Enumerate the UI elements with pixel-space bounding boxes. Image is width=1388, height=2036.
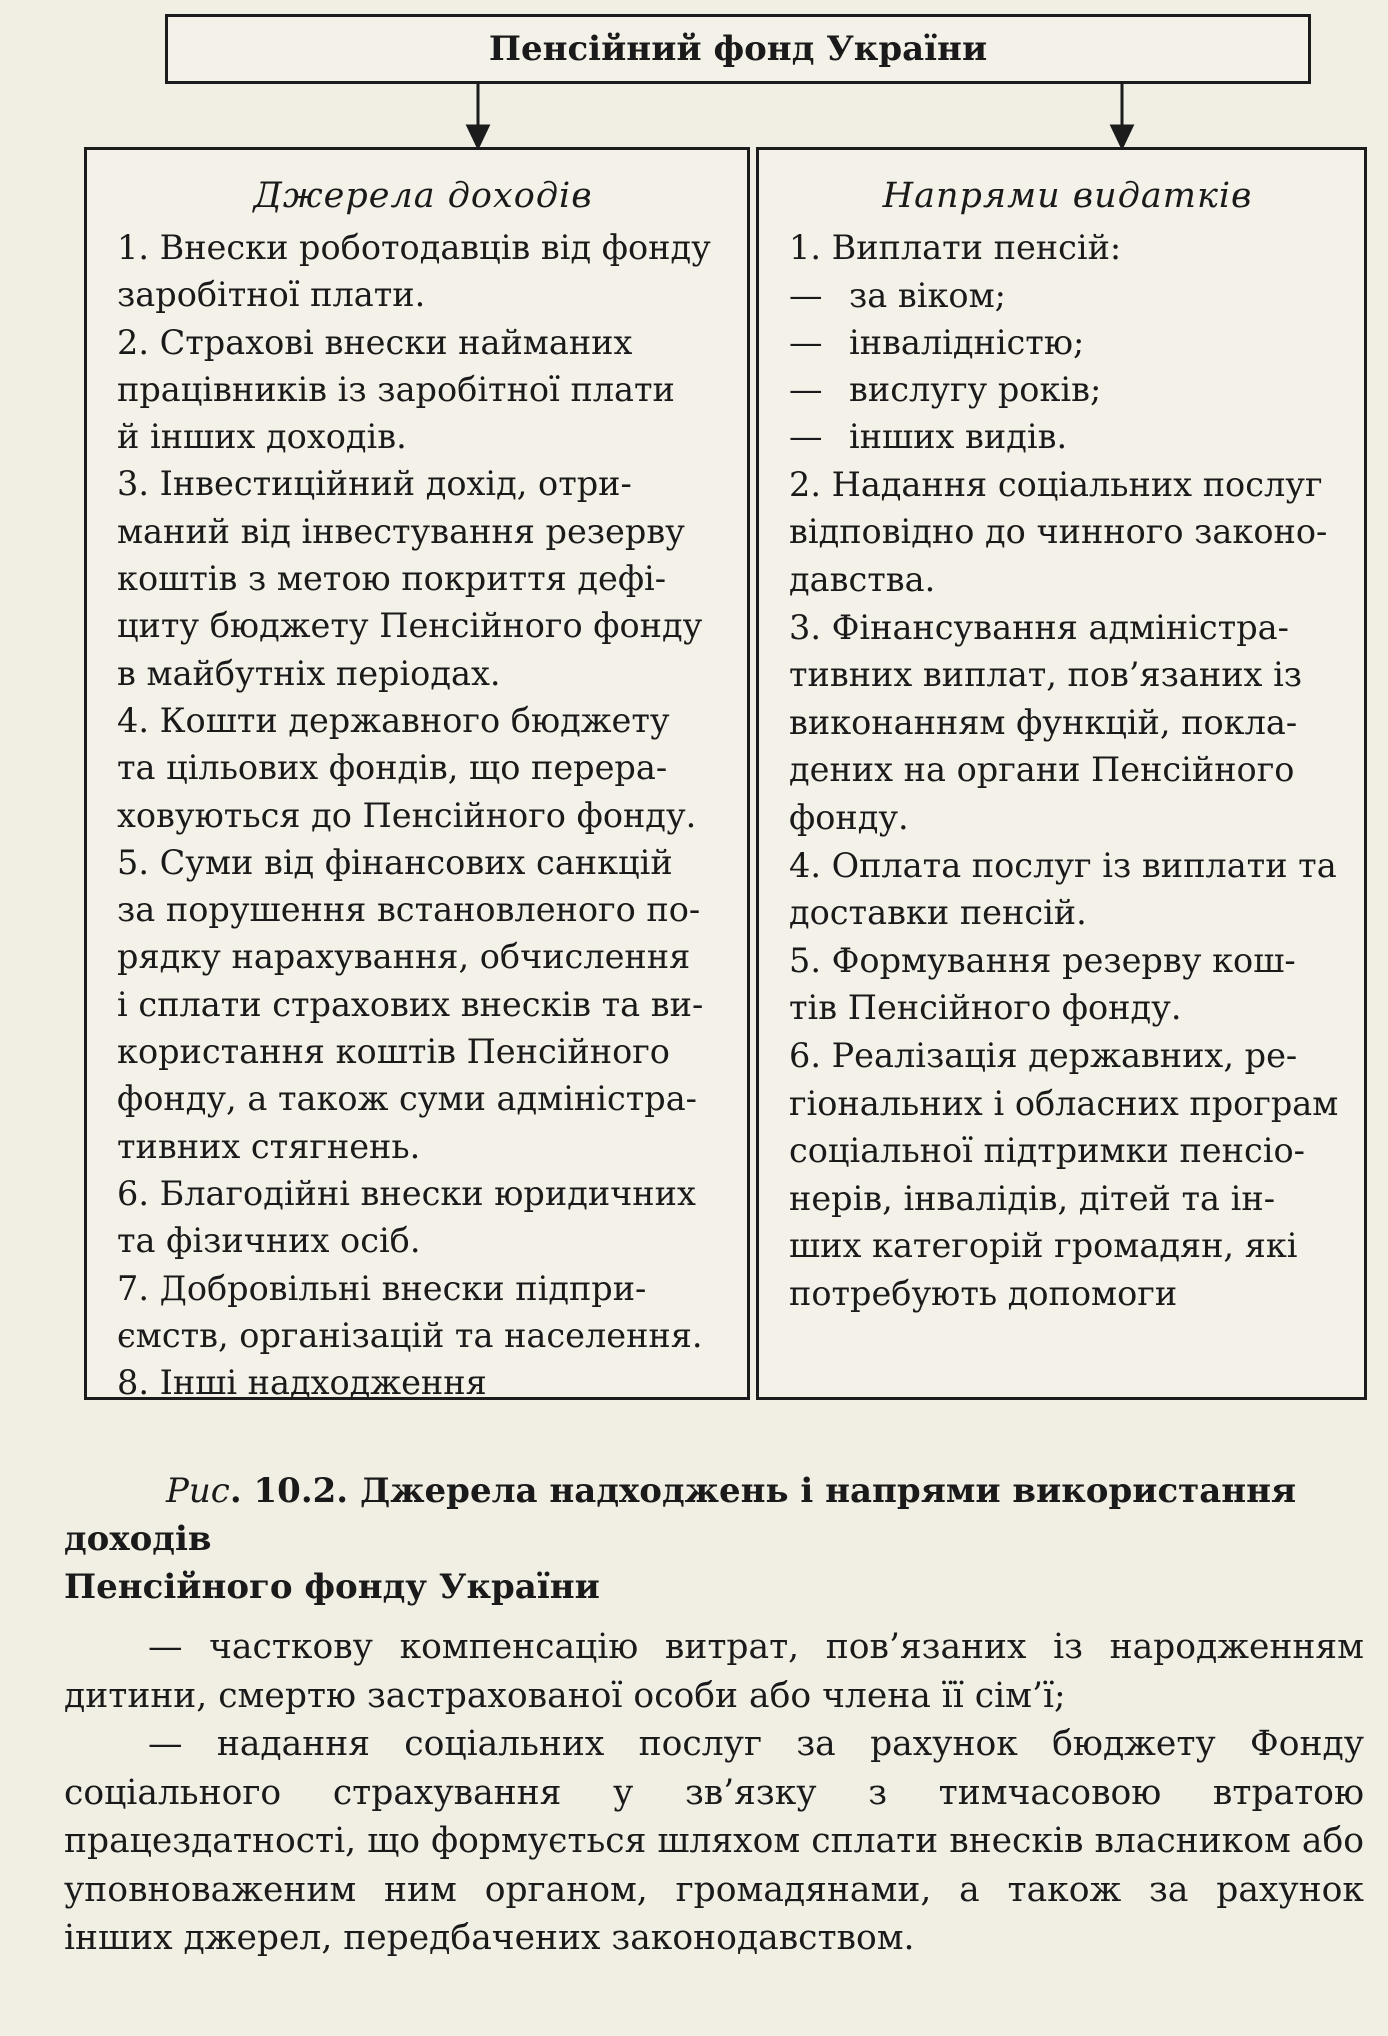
income-sources-title: Джерела доходів (253, 176, 593, 216)
expense-line: виконанням функцій, покла- (789, 702, 1298, 742)
income-line: користання коштів Пенсійного (117, 1032, 670, 1072)
income-line: 1. Внески роботодавців від фонду (117, 228, 711, 267)
income-line: ємств, організацій та населення. (117, 1315, 703, 1355)
expense-line: 2. Надання соціальних послуг (789, 464, 1323, 504)
income-line: за порушення встановленого по- (117, 890, 701, 930)
expense-line: ших категорій громадян, які (789, 1226, 1298, 1266)
subitem-text: інвалідністю; (849, 322, 1085, 362)
body-paragraph: — часткову компенсацію витрат, пов’язаних із народженням дитини, смертю застрахованої особи або члена її сім’ї; (64, 1627, 1364, 1716)
expense-line: давства. (789, 559, 936, 599)
expense-subitem (789, 413, 1346, 460)
expense-line: 3. Фінансування адміністра- (789, 607, 1289, 647)
body-paragraph: — надання соціальних послуг за рахунок бюджету Фонду соціального страхування у зв’язку з тимчасовою втратою працездатності, що формується шляхом сплати внесків власником або уповноваженим ним органом, громадянами, а також за рахунок інших джерел, передбачених законодавством. (64, 1724, 1364, 1958)
connector-arrows (0, 0, 1388, 160)
expense-line: фонду. (789, 797, 909, 837)
income-sources-box (84, 147, 750, 1403)
income-line: 5. Суми від фінансових санкцій (117, 842, 673, 882)
expense-line: соціальної підтримки пенсіо- (789, 1131, 1305, 1171)
income-line: ховуються до Пенсійного фонду. (117, 795, 697, 835)
expense-line: 1. Виплати пенсій: (789, 228, 1122, 267)
subitem-text: вислугу років; (849, 370, 1102, 410)
expense-line: потребують допомоги (789, 1273, 1178, 1313)
subitem-text: інших видів. (849, 417, 1068, 457)
expense-line: доставки пенсій. (789, 893, 1087, 933)
income-line: і сплати страхових внесків та ви- (117, 984, 704, 1024)
income-line: маний від інвестування резерву (117, 511, 685, 551)
expense-subitem (789, 272, 1346, 319)
dash-mark: — (789, 370, 823, 410)
income-line: коштів з метою покриття дефі- (117, 559, 667, 599)
caption-prefix: Рис (166, 1471, 230, 1511)
arrow-right-head (1112, 126, 1132, 147)
expense-line: відповідно до чинного законо- (789, 512, 1328, 552)
arrow-left-head (468, 126, 488, 147)
dash-mark: — (789, 322, 823, 362)
expense-line: 4. Оплата послуг із виплати та (789, 845, 1337, 885)
income-line: та цільових фондів, що перера- (117, 748, 668, 788)
expense-subitem (789, 366, 1346, 413)
expense-line: дених на органи Пенсійного (789, 750, 1295, 790)
pension-fund-title: Пенсійний фонд України (488, 29, 988, 69)
dash-mark: — (789, 275, 823, 315)
income-line: рядку нарахування, обчислення (117, 937, 691, 977)
income-line: тивних стягнень. (117, 1126, 421, 1166)
income-line: 2. Страхові внески найманих (117, 322, 633, 362)
income-line: та фізичних осіб. (117, 1221, 421, 1261)
caption-text: . 10.2. Джерела надходжень і напрями використання доходів (64, 1471, 1297, 1559)
expense-line: 6. Реалізація державних, ре- (789, 1035, 1298, 1075)
income-line: й інших доходів. (117, 417, 407, 457)
expense-line: 5. Формування резерву кош- (789, 940, 1296, 980)
body-text (64, 1623, 1364, 1963)
income-line: працівників із заробітної плати (117, 369, 675, 409)
income-line: фонду, а також суми адміністра- (117, 1079, 698, 1119)
caption-line-2: Пенсійного фонду України (64, 1567, 600, 1607)
income-line: заробітної плати. (117, 275, 426, 315)
expense-line: тів Пенсійного фонду. (789, 988, 1182, 1028)
income-line: 7. Добровільні внески підпри- (117, 1268, 647, 1308)
income-line: 8. Інші надходження (117, 1363, 487, 1403)
expense-line: тивних виплат, пов’язаних із (789, 655, 1303, 695)
expense-directions-title: Напрями видатків (882, 176, 1253, 216)
expense-subitem (789, 319, 1346, 366)
income-line: циту бюджету Пенсійного фонду (117, 606, 703, 646)
dash-mark: — (789, 417, 823, 457)
income-line: 6. Благодійні внески юридичних (117, 1173, 696, 1213)
subitem-text: за віком; (849, 275, 1006, 315)
caption-line-1 (64, 1467, 1364, 1563)
income-sources-list (117, 224, 729, 1406)
income-line: 3. Інвестиційний дохід, отри- (117, 464, 632, 504)
income-line: в майбутніх періодах. (117, 653, 501, 693)
expense-line: нерів, інвалідів, дітей та ін- (789, 1178, 1276, 1218)
income-line: 4. Кошти державного бюджету (117, 700, 670, 740)
expense-directions-box (756, 147, 1367, 1400)
figure-caption (64, 1467, 1364, 1611)
expense-line: гіональних і обласних програм (789, 1083, 1339, 1123)
